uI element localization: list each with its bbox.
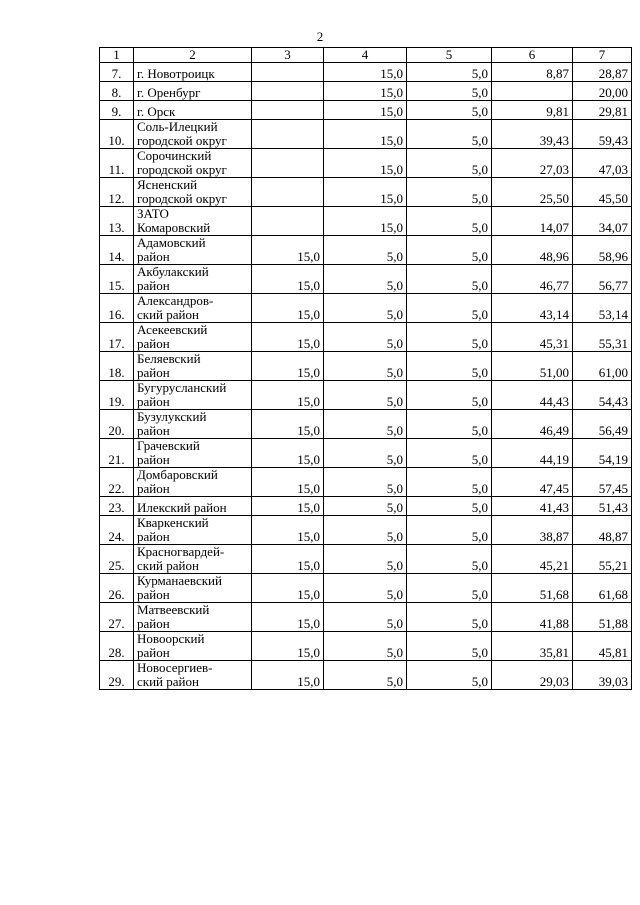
column-7-cell: 57,45 [573,468,632,497]
column-header: 2 [134,48,252,63]
column-6-cell: 43,14 [492,294,573,323]
row-number-cell: 22. [100,468,134,497]
column-header: 7 [573,48,632,63]
municipality-name-cell: Сорочинский городской округ [134,149,252,178]
column-3-cell [252,120,324,149]
column-4-cell: 5,0 [324,410,407,439]
table-row [100,439,632,468]
column-7-cell: 28,87 [573,63,632,82]
municipality-name-cell: Бугурусланский район [134,381,252,410]
row-number-cell: 9. [100,101,134,120]
column-6-cell: 45,31 [492,323,573,352]
column-6-cell: 38,87 [492,516,573,545]
table-row [100,265,632,294]
column-7-cell: 47,03 [573,149,632,178]
table-row [100,661,632,690]
column-4-cell: 5,0 [324,381,407,410]
column-3-cell: 15,0 [252,265,324,294]
municipality-name-cell: Грачевский район [134,439,252,468]
column-4-cell: 5,0 [324,352,407,381]
column-3-cell: 15,0 [252,545,324,574]
row-number-cell: 19. [100,381,134,410]
column-3-cell [252,82,324,101]
column-5-cell: 5,0 [407,574,492,603]
column-header: 3 [252,48,324,63]
municipality-name-cell: Адамовский район [134,236,252,265]
table-row [100,545,632,574]
municipality-name-cell: Бузулукский район [134,410,252,439]
column-5-cell: 5,0 [407,632,492,661]
column-7-cell: 54,19 [573,439,632,468]
row-number-cell: 7. [100,63,134,82]
column-5-cell: 5,0 [407,236,492,265]
municipality-name-cell: Соль-Илецкий городской округ [134,120,252,149]
column-4-cell: 15,0 [324,63,407,82]
row-number-cell: 13. [100,207,134,236]
column-header: 4 [324,48,407,63]
column-5-cell: 5,0 [407,323,492,352]
column-5-cell: 5,0 [407,603,492,632]
column-7-cell: 34,07 [573,207,632,236]
column-header: 1 [100,48,134,63]
column-3-cell [252,149,324,178]
column-5-cell: 5,0 [407,516,492,545]
column-6-cell: 48,96 [492,236,573,265]
column-7-cell: 59,43 [573,120,632,149]
column-5-cell: 5,0 [407,410,492,439]
column-3-cell: 15,0 [252,603,324,632]
column-6-cell: 47,45 [492,468,573,497]
column-6-cell: 46,49 [492,410,573,439]
column-4-cell: 5,0 [324,574,407,603]
column-5-cell: 5,0 [407,661,492,690]
row-number-cell: 14. [100,236,134,265]
column-4-cell: 15,0 [324,178,407,207]
table-row [100,82,632,101]
column-3-cell: 15,0 [252,410,324,439]
column-5-cell: 5,0 [407,468,492,497]
row-number-cell: 15. [100,265,134,294]
column-header: 6 [492,48,573,63]
column-6-cell: 41,88 [492,603,573,632]
municipality-name-cell: Курманаевский район [134,574,252,603]
page-number: 2 [316,29,324,44]
row-number-cell: 23. [100,497,134,516]
column-7-cell: 56,49 [573,410,632,439]
column-3-cell: 15,0 [252,516,324,545]
column-6-cell: 35,81 [492,632,573,661]
column-6-cell: 39,43 [492,120,573,149]
column-3-cell: 15,0 [252,294,324,323]
column-4-cell: 5,0 [324,497,407,516]
column-6-cell: 8,87 [492,63,573,82]
column-6-cell: 9,81 [492,101,573,120]
column-4-cell: 5,0 [324,545,407,574]
column-6-cell: 25,50 [492,178,573,207]
column-6-cell: 51,68 [492,574,573,603]
column-4-cell: 5,0 [324,323,407,352]
column-5-cell: 5,0 [407,149,492,178]
column-4-cell: 15,0 [324,82,407,101]
column-number-row [100,48,632,63]
column-3-cell [252,207,324,236]
column-7-cell: 54,43 [573,381,632,410]
row-number-cell: 25. [100,545,134,574]
column-4-cell: 5,0 [324,439,407,468]
row-number-cell: 27. [100,603,134,632]
column-5-cell: 5,0 [407,120,492,149]
municipality-name-cell: г. Новотроицк [134,63,252,82]
column-header: 5 [407,48,492,63]
column-5-cell: 5,0 [407,178,492,207]
municipality-name-cell: Александров- ский район [134,294,252,323]
column-6-cell: 27,03 [492,149,573,178]
column-3-cell: 15,0 [252,236,324,265]
column-3-cell [252,63,324,82]
municipality-name-cell: г. Орск [134,101,252,120]
row-number-cell: 10. [100,120,134,149]
column-3-cell: 15,0 [252,352,324,381]
column-4-cell: 5,0 [324,661,407,690]
row-number-cell: 28. [100,632,134,661]
column-5-cell: 5,0 [407,381,492,410]
row-number-cell: 16. [100,294,134,323]
municipality-name-cell: Красногвардей- ский район [134,545,252,574]
column-5-cell: 5,0 [407,294,492,323]
column-4-cell: 5,0 [324,265,407,294]
column-5-cell: 5,0 [407,82,492,101]
table-row [100,381,632,410]
column-6-cell: 41,43 [492,497,573,516]
column-3-cell: 15,0 [252,381,324,410]
column-4-cell: 5,0 [324,294,407,323]
column-5-cell: 5,0 [407,63,492,82]
column-3-cell: 15,0 [252,574,324,603]
table-row [100,178,632,207]
municipality-name-cell: Кваркенский район [134,516,252,545]
table-row [100,574,632,603]
column-7-cell: 48,87 [573,516,632,545]
column-6-cell: 44,43 [492,381,573,410]
row-number-cell: 24. [100,516,134,545]
municipality-name-cell: Новоорский район [134,632,252,661]
municipality-name-cell: ЗАТО Комаровский [134,207,252,236]
column-5-cell: 5,0 [407,439,492,468]
column-5-cell: 5,0 [407,101,492,120]
row-number-cell: 11. [100,149,134,178]
row-number-cell: 26. [100,574,134,603]
column-6-cell: 46,77 [492,265,573,294]
column-5-cell: 5,0 [407,497,492,516]
data-table [99,47,632,690]
column-7-cell: 29,81 [573,101,632,120]
column-7-cell: 51,88 [573,603,632,632]
row-number-cell: 18. [100,352,134,381]
column-7-cell: 55,31 [573,323,632,352]
table-row [100,468,632,497]
column-6-cell [492,82,573,101]
column-7-cell: 61,00 [573,352,632,381]
row-number-cell: 29. [100,661,134,690]
column-3-cell [252,101,324,120]
row-number-cell: 17. [100,323,134,352]
column-7-cell: 51,43 [573,497,632,516]
column-3-cell: 15,0 [252,439,324,468]
table-row [100,294,632,323]
column-4-cell: 5,0 [324,632,407,661]
column-7-cell: 39,03 [573,661,632,690]
column-3-cell: 15,0 [252,632,324,661]
table-row [100,120,632,149]
column-3-cell: 15,0 [252,323,324,352]
column-7-cell: 56,77 [573,265,632,294]
table-row [100,516,632,545]
table-row [100,149,632,178]
table-row [100,410,632,439]
column-7-cell: 20,00 [573,82,632,101]
column-4-cell: 15,0 [324,120,407,149]
table-row [100,207,632,236]
column-7-cell: 61,68 [573,574,632,603]
table-row [100,323,632,352]
column-4-cell: 15,0 [324,207,407,236]
column-7-cell: 58,96 [573,236,632,265]
column-4-cell: 5,0 [324,236,407,265]
municipality-name-cell: Новосергиев- ский район [134,661,252,690]
column-7-cell: 45,81 [573,632,632,661]
column-6-cell: 44,19 [492,439,573,468]
table-row [100,236,632,265]
row-number-cell: 8. [100,82,134,101]
column-7-cell: 45,50 [573,178,632,207]
column-6-cell: 45,21 [492,545,573,574]
table-row [100,352,632,381]
column-4-cell: 15,0 [324,149,407,178]
row-number-cell: 21. [100,439,134,468]
column-5-cell: 5,0 [407,207,492,236]
column-4-cell: 5,0 [324,468,407,497]
table-row [100,63,632,82]
table-row [100,603,632,632]
municipality-name-cell: Матвеевский район [134,603,252,632]
column-3-cell [252,178,324,207]
row-number-cell: 20. [100,410,134,439]
column-6-cell: 29,03 [492,661,573,690]
table-row [100,101,632,120]
column-4-cell: 5,0 [324,516,407,545]
column-5-cell: 5,0 [407,545,492,574]
municipality-name-cell: Домбаровский район [134,468,252,497]
column-3-cell: 15,0 [252,661,324,690]
municipality-name-cell: Ясненский городской округ [134,178,252,207]
column-4-cell: 15,0 [324,101,407,120]
column-5-cell: 5,0 [407,265,492,294]
municipality-name-cell: г. Оренбург [134,82,252,101]
column-5-cell: 5,0 [407,352,492,381]
column-6-cell: 14,07 [492,207,573,236]
column-3-cell: 15,0 [252,468,324,497]
column-7-cell: 53,14 [573,294,632,323]
column-4-cell: 5,0 [324,603,407,632]
municipality-name-cell: Беляевский район [134,352,252,381]
column-3-cell: 15,0 [252,497,324,516]
municipality-name-cell: Акбулакский район [134,265,252,294]
row-number-cell: 12. [100,178,134,207]
table-row [100,632,632,661]
municipality-name-cell: Илекский район [134,497,252,516]
municipality-name-cell: Асекеевский район [134,323,252,352]
column-6-cell: 51,00 [492,352,573,381]
table-row [100,497,632,516]
column-7-cell: 55,21 [573,545,632,574]
